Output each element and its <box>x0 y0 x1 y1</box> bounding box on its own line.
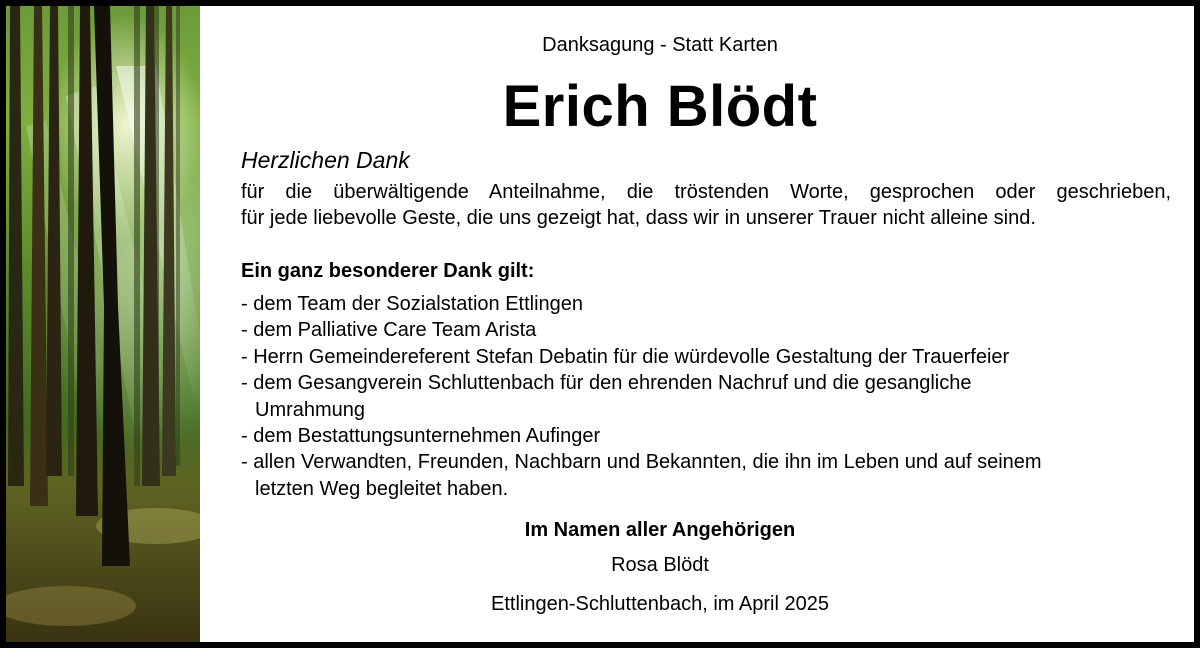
deceased-name: Erich Blödt <box>502 74 818 139</box>
thanks-heading: Herzlichen Dank <box>241 147 410 173</box>
signer-name: Rosa Blödt <box>611 554 709 576</box>
list-item: - Herrn Gemeindereferent Stefan Debatin für die würdevolle Gestaltung der Trauerfeier <box>241 345 1010 368</box>
list-item: - dem Bestattungsunternehmen Aufinger <box>241 425 601 448</box>
list-item: - dem Gesangverein Schluttenbach für den ehrenden Nachruf und die gesangliche Umrahmung <box>241 372 972 421</box>
closing-line: Im Namen aller Angehörigen <box>524 519 796 541</box>
text-column <box>200 6 1194 642</box>
list-item: - dem Palliative Care Team Arista <box>241 319 537 342</box>
list-item: - dem Team der Sozialstation Ettlingen <box>241 293 584 315</box>
thanks-line: für jede liebevolle Geste, die uns gezeigt hat, dass wir in unserer Trauer nicht alleine sind. <box>241 207 1036 229</box>
special-thanks-list <box>241 291 1181 502</box>
forest-illustration <box>6 6 200 642</box>
special-thanks-heading: Ein ganz besonderer Dank gilt: <box>241 260 535 282</box>
notice-subtitle: Danksagung - Statt Karten <box>542 34 778 56</box>
list-item: - allen Verwandten, Freunden, Nachbarn und Bekannten, die ihn im Leben und auf seinem letzten Weg begleitet haben. <box>241 451 1042 500</box>
thanks-line: für die überwältigende Anteilnahme, die tröstenden Worte, gesprochen oder geschrieben, <box>241 181 1171 203</box>
place-and-date: Ettlingen-Schluttenbach, im April 2025 <box>491 593 829 615</box>
forest-sunbeams-image <box>6 6 200 642</box>
thanks-paragraph <box>241 179 1171 231</box>
